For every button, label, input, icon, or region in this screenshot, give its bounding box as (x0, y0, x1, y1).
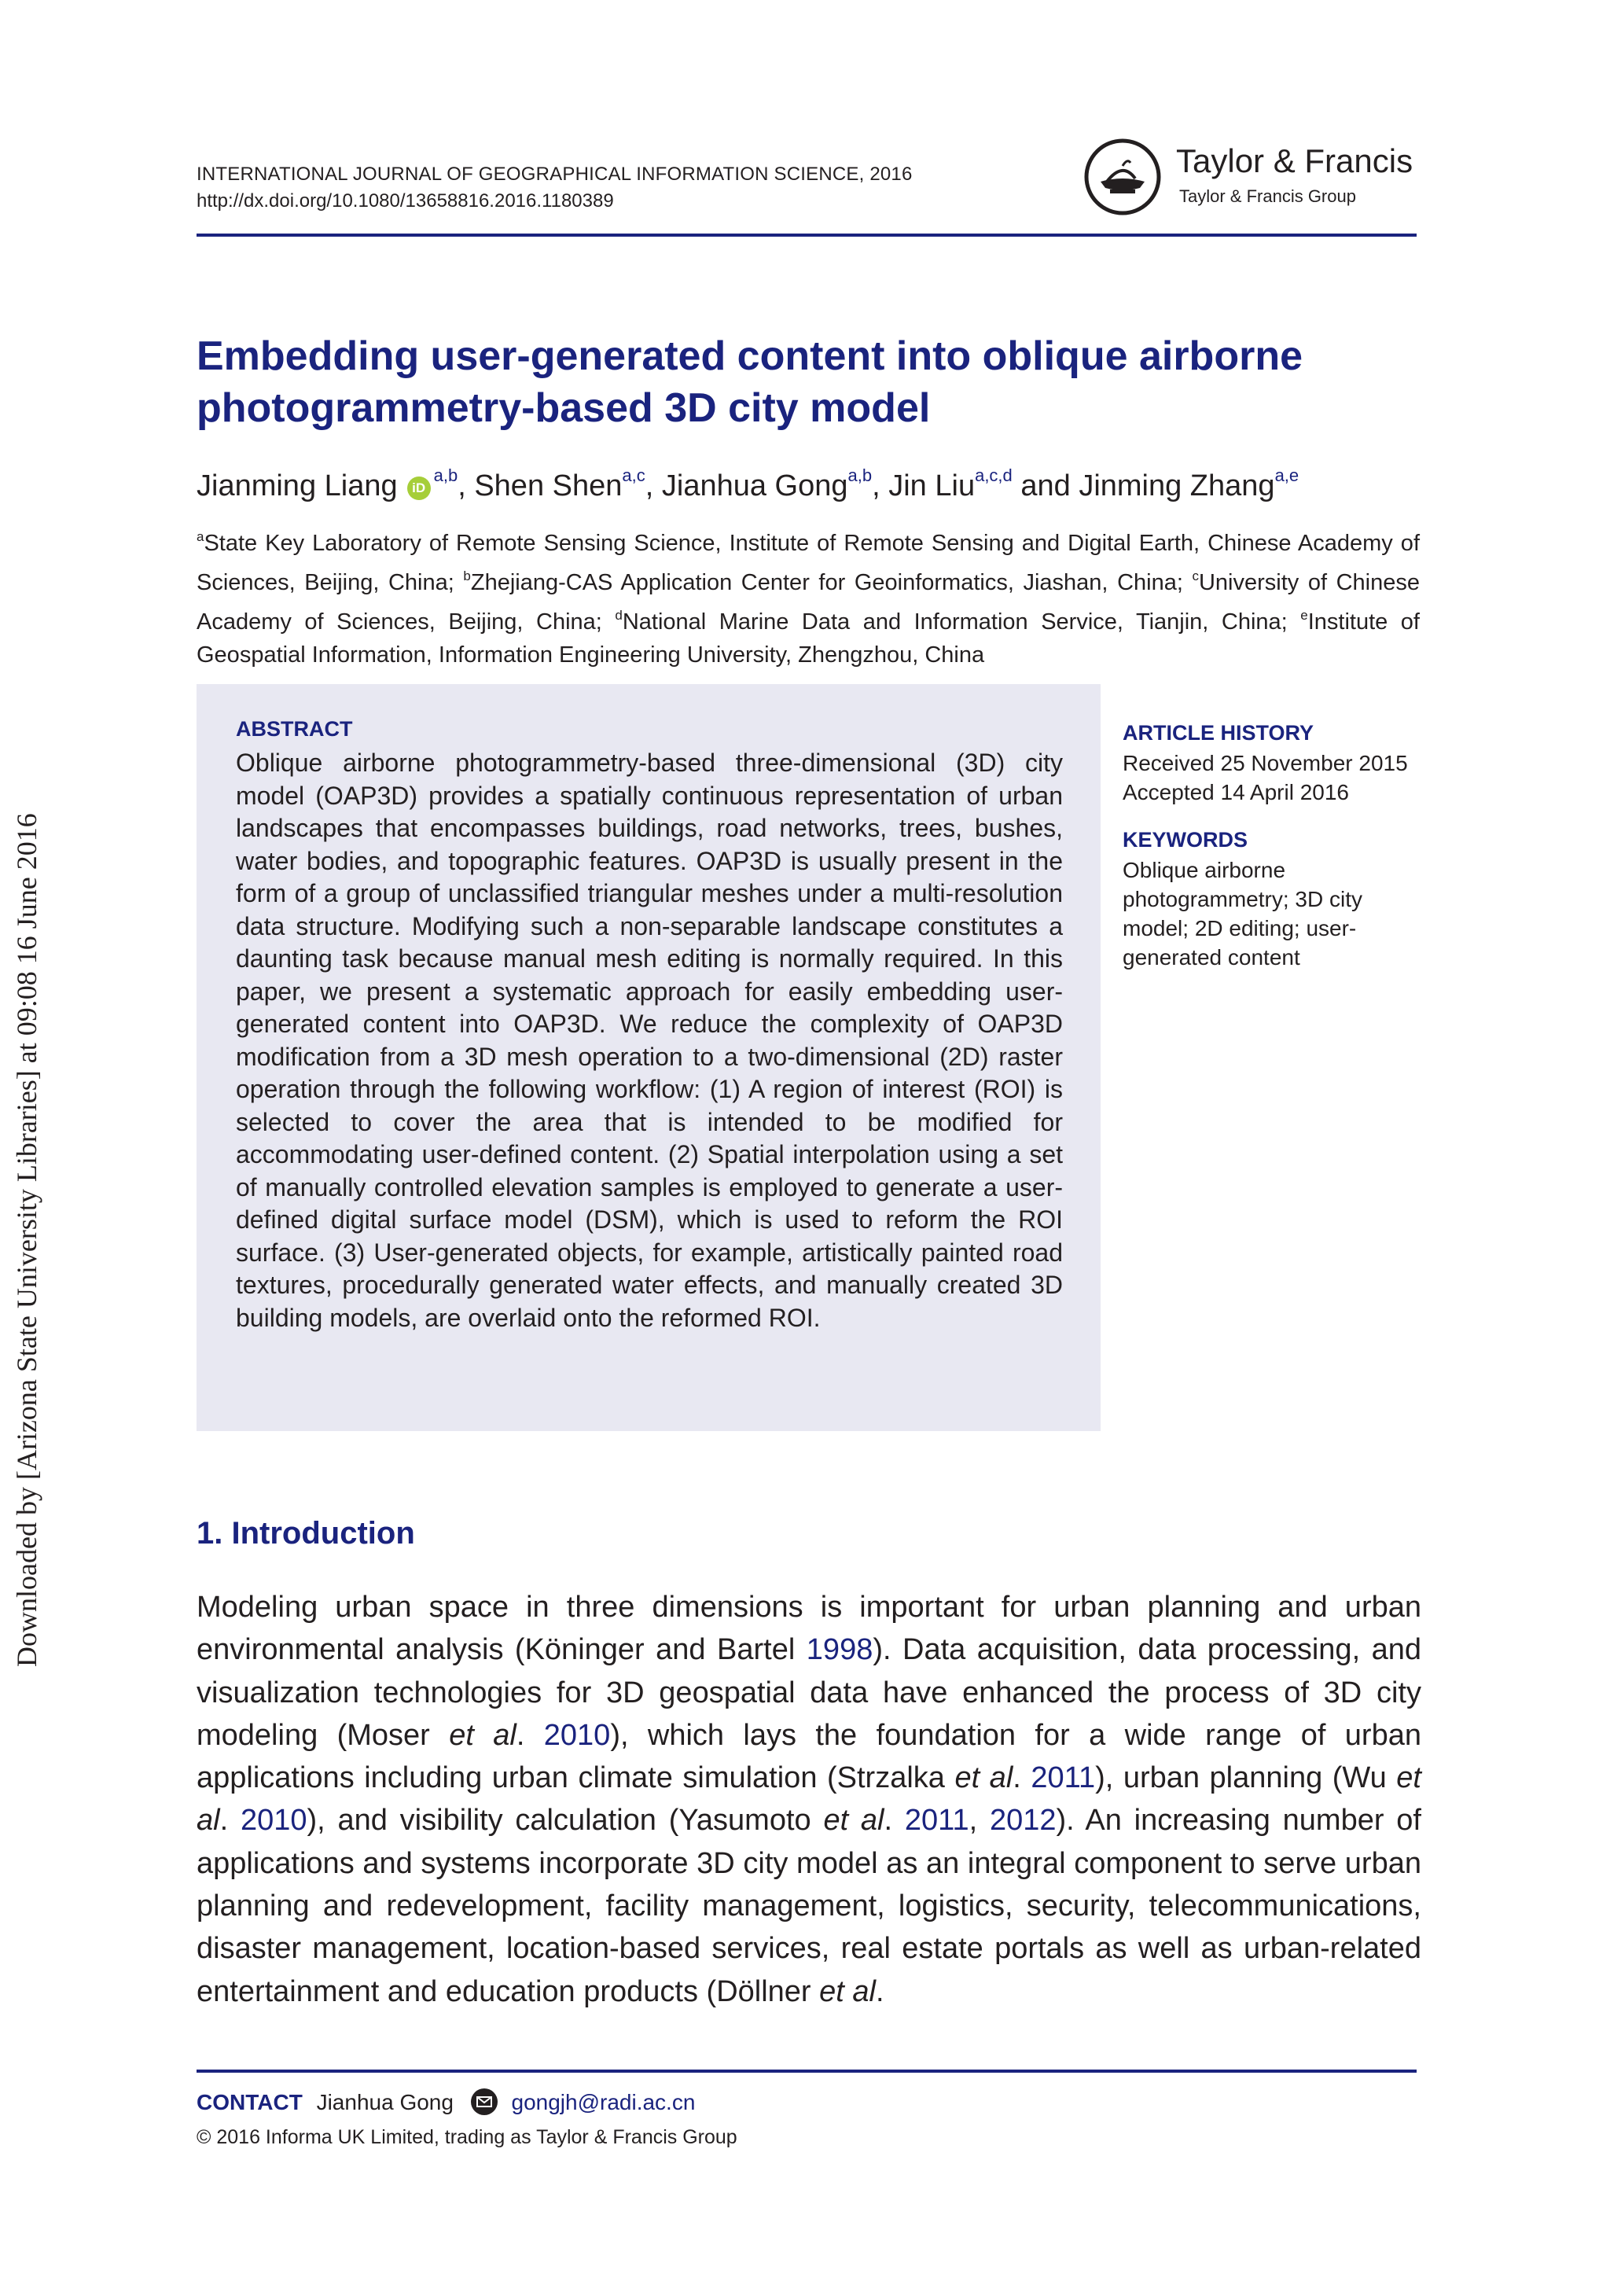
download-watermark: Downloaded by [Arizona State University Libraries] at 09:08 16 June 2016 (11, 813, 42, 1667)
et-al-text: et al (819, 1974, 876, 2008)
abstract-text: Oblique airborne photogrammetry-based three-dimensional (3D) city model (OAP3D) provides a spatially continuous representation of urban landscapes that encompasses buildings, road networks, trees, bushes, water bodies, and topographic features. OAP3D is usually present in the form of a group of unclassified triangular meshes under a multi-resolution data structure. Modifying such a non-separable landscape constitutes a daunting task because manual mesh editing is normally required. In this paper, we present a systematic approach for easily embedding user-generated content into OAP3D. We reduce the complexity of OAP3D modification from a 3D mesh operation to a two-dimensional (2D) raster operation through the following workflow: (1) A region of interest (ROI) is selected to cover the area that is intended to be modified for accommodating user-defined content. (2) Spatial interpolation using a set of manually controlled elevation samples is employed to generate a user-defined digital surface model (DSM), which is used to reform the ROI surface. (3) User-generated objects, for example, artistically painted road textures, procedurally generated water effects, and manually created 3D building models, are overlaid onto the reformed ROI. (236, 749, 1063, 1332)
author-affiliation-marker[interactable]: a,c (622, 465, 645, 485)
orcid-icon[interactable]: iD (407, 476, 431, 500)
citation-year-link[interactable]: 1998 (806, 1633, 873, 1667)
body-text: ), which lays the foundation for a wide range of urban applications including urban climate simulation (Strzalka (197, 1718, 1421, 1795)
affiliation-text: Institute of Geospatial Information, Information Engineering University, Zhengzhou, China (197, 609, 1420, 668)
et-al-text: et al (954, 1761, 1013, 1795)
copyright-notice: © 2016 Informa UK Limited, trading as Taylor & Francis Group (197, 2126, 737, 2148)
affiliation-marker: b (463, 568, 471, 583)
citation-year-link[interactable]: 2010 (240, 1804, 307, 1838)
footer-divider (197, 2070, 1417, 2073)
affiliation-marker: c (1192, 568, 1199, 583)
citation-year-link[interactable]: 2012 (989, 1804, 1057, 1838)
contact-line (197, 2085, 695, 2120)
body-text: ). An increasing number of applications and systems incorporate 3D city model as an integral component to serve urban planning and redevelopment, facility management, logistics, security, telecommunications, disaster management, location-based services, real estate portals as well as urban-related entertainment and education products (Döllner (197, 1804, 1421, 2008)
author-name[interactable]: Jianhua Gong (661, 469, 848, 502)
citation-year-link[interactable]: 2010 (543, 1718, 611, 1752)
publisher-group: Taylor & Francis Group (1179, 186, 1356, 206)
publisher-name: Taylor & Francis (1176, 142, 1413, 179)
affiliation-text: University of Chinese Academy of Sciences, Beijing, China; (197, 570, 1420, 635)
introduction-paragraph (197, 1586, 1421, 2013)
body-text: ), and visibility calculation (Yasumoto (307, 1804, 824, 1838)
abstract-heading: ABSTRACT (236, 717, 353, 741)
teapot-lamp-icon (1083, 138, 1162, 216)
body-text: . (516, 1718, 544, 1752)
et-al-text: et al (197, 1761, 1421, 1838)
author-affiliation-marker[interactable]: a,b (433, 465, 458, 485)
body-text: , (969, 1804, 990, 1838)
author-name[interactable]: Shen Shen (474, 469, 623, 502)
body-text: . (875, 1974, 884, 2008)
affiliation-text: Zhejiang-CAS Application Center for Geoinformatics, Jiashan, China; (470, 570, 1193, 595)
article-title: Embedding user-generated content into oblique airborne photogrammetry-based 3D city model (197, 333, 1303, 431)
author-affiliation-marker[interactable]: a,b (847, 465, 873, 485)
affiliation-marker: a (197, 529, 204, 544)
accepted-date: Accepted 14 April 2016 (1123, 780, 1349, 804)
affiliation-marker: d (615, 608, 623, 623)
article-history-heading: ARTICLE HISTORY (1123, 721, 1314, 745)
author-affiliation-marker[interactable]: a,c,d (975, 465, 1013, 485)
header-divider (197, 234, 1417, 237)
affiliation-text: State Key Laboratory of Remote Sensing Science, Institute of Remote Sensing and Digital Earth, Chinese Academy of Sciences, Beijing, China; (197, 531, 1420, 595)
author-name[interactable]: Jianming Liang (197, 469, 398, 502)
author-name[interactable]: Jinming Zhang (1079, 469, 1275, 502)
affiliation-text: National Marine Data and Information Service, Tianjin, China; (622, 609, 1301, 635)
body-text: . (884, 1804, 905, 1838)
publisher-logo-block[interactable] (1083, 138, 1421, 224)
affiliation-marker: e (1300, 608, 1308, 623)
body-text: Modeling urban space in three dimensions is important for urban planning and urban environmental analysis (Köninger and Bartel (197, 1591, 1421, 1667)
keywords-heading: KEYWORDS (1123, 828, 1248, 852)
et-al-text: et al (823, 1804, 884, 1838)
contact-label: CONTACT (197, 2090, 303, 2114)
affiliations (197, 521, 1420, 672)
body-text: . (219, 1804, 241, 1838)
doi-link[interactable]: http://dx.doi.org/10.1080/13658816.2016.1180389 (197, 190, 614, 212)
body-text: . (1013, 1761, 1031, 1795)
journal-name: INTERNATIONAL JOURNAL OF GEOGRAPHICAL INFORMATION SCIENCE, 2016 (197, 164, 913, 185)
contact-name: Jianhua Gong (316, 2090, 454, 2114)
keywords-text: Oblique airborne photogrammetry; 3D city model; 2D editing; user-generated content (1123, 858, 1362, 970)
contact-email-link[interactable]: gongjh@radi.ac.cn (511, 2090, 696, 2114)
author-list: Jianming Liang iD$^{a,b}$, Shen Shen$^{a,c}$, Jianhua Gong$^{a,b}$, Jin Liu$^{a,c,d}$ and Jinming Zhang$^{a,e}$ (197, 465, 1299, 502)
citation-year-link[interactable]: 2011 (904, 1804, 969, 1838)
author-name[interactable]: Jin Liu (888, 469, 976, 502)
citation-year-link[interactable]: 2011 (1031, 1761, 1096, 1795)
received-date: Received 25 November 2015 (1123, 751, 1408, 775)
section-heading-introduction: 1. Introduction (197, 1516, 415, 1551)
article-info-column (1123, 717, 1429, 972)
et-al-text: et al (449, 1718, 516, 1752)
body-text: ), urban planning (Wu (1095, 1761, 1397, 1795)
email-icon (471, 2088, 498, 2115)
author-affiliation-marker[interactable]: a,e (1274, 465, 1299, 485)
body-text: ). Data acquisition, data processing, and visualization technologies for 3D geospatial data have enhanced the process of 3D city modeling (Moser (197, 1633, 1421, 1752)
